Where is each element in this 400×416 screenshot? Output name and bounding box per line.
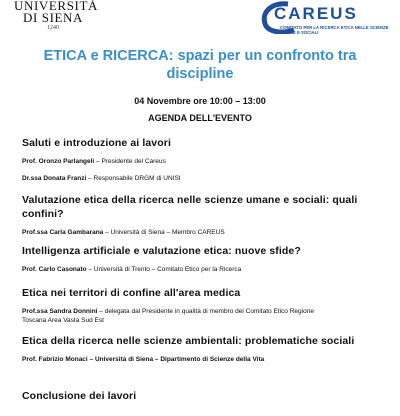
speaker-role: – Presidente del Careus	[94, 158, 166, 165]
agenda-item-title: Etica nei territori di confine all'area medica	[22, 287, 241, 299]
university-name-line1: UNIVERSITÀ	[14, 0, 98, 13]
university-logo	[14, 0, 98, 31]
agenda-heading: AGENDA DELL'EVENTO	[148, 113, 252, 123]
careus-logo	[258, 0, 398, 40]
speaker-name: Prof. Carlo Casonato	[22, 266, 87, 273]
speaker-role: – delegata dal Presidente in qualità di membro del Comitato Etico Regione Toscana Area Vasta Sud Est	[22, 308, 314, 324]
speaker-name: Prof. Oronzo Parlangeli	[22, 158, 95, 165]
careus-subtitle: COMITATO PER LA RICERCA ETICA NELLE SCIENZE UMANE E SOCIALI	[280, 25, 389, 35]
agenda-item-title: Etica della ricerca nelle scienze ambientali: problematiche sociali	[22, 335, 355, 347]
university-name-line2: DI SIENA	[22, 10, 84, 25]
speaker-role: – Responsabile DRGM di UNISI	[86, 175, 181, 182]
agenda-item	[22, 136, 378, 183]
agenda-item	[22, 389, 378, 403]
speaker-name: Prof.ssa Sandra Donnini	[22, 308, 98, 315]
university-year: 1240	[47, 25, 59, 31]
speaker	[22, 174, 378, 183]
agenda-item-title: Valutazione etica della ricerca nelle scienze umane e sociali: quali confini?	[22, 194, 358, 220]
speaker-role: – Università di Siena – Membro CAREUS	[103, 229, 225, 236]
speaker-name: Dr.ssa Donata Franzi	[22, 175, 87, 182]
speaker	[22, 265, 378, 274]
speaker-name: Prof. Fabrizio Monaci – Università di Siena – Dipartimento di Scienze della Vita	[22, 356, 265, 363]
agenda-item	[22, 193, 378, 237]
agenda-item-title: Conclusione dei lavori	[22, 390, 137, 402]
header	[0, 0, 400, 48]
agenda-item	[22, 286, 378, 325]
speaker	[22, 228, 378, 237]
speaker	[22, 157, 378, 166]
agenda-item	[22, 334, 378, 364]
event-date: 04 Novembre ore 10:00 – 13:00	[134, 96, 266, 106]
speaker	[22, 307, 322, 325]
careus-wordmark: CAREUS	[274, 4, 358, 23]
event-title: ETICA e RICERCA: spazi per un confronto tra discipline	[43, 48, 357, 82]
agenda-item-title: Intelligenza artificiale e valutazione etica: nuove sfide?	[22, 245, 301, 257]
agenda-item	[22, 244, 378, 274]
speaker-name: Prof.ssa Carla Gambarana	[22, 229, 104, 236]
speaker-role: – Università di Trento – Comitato Etico per la Ricerca	[86, 266, 242, 273]
agenda-item-title: Saluti e introduzione ai lavori	[22, 137, 171, 149]
speaker	[22, 355, 378, 364]
